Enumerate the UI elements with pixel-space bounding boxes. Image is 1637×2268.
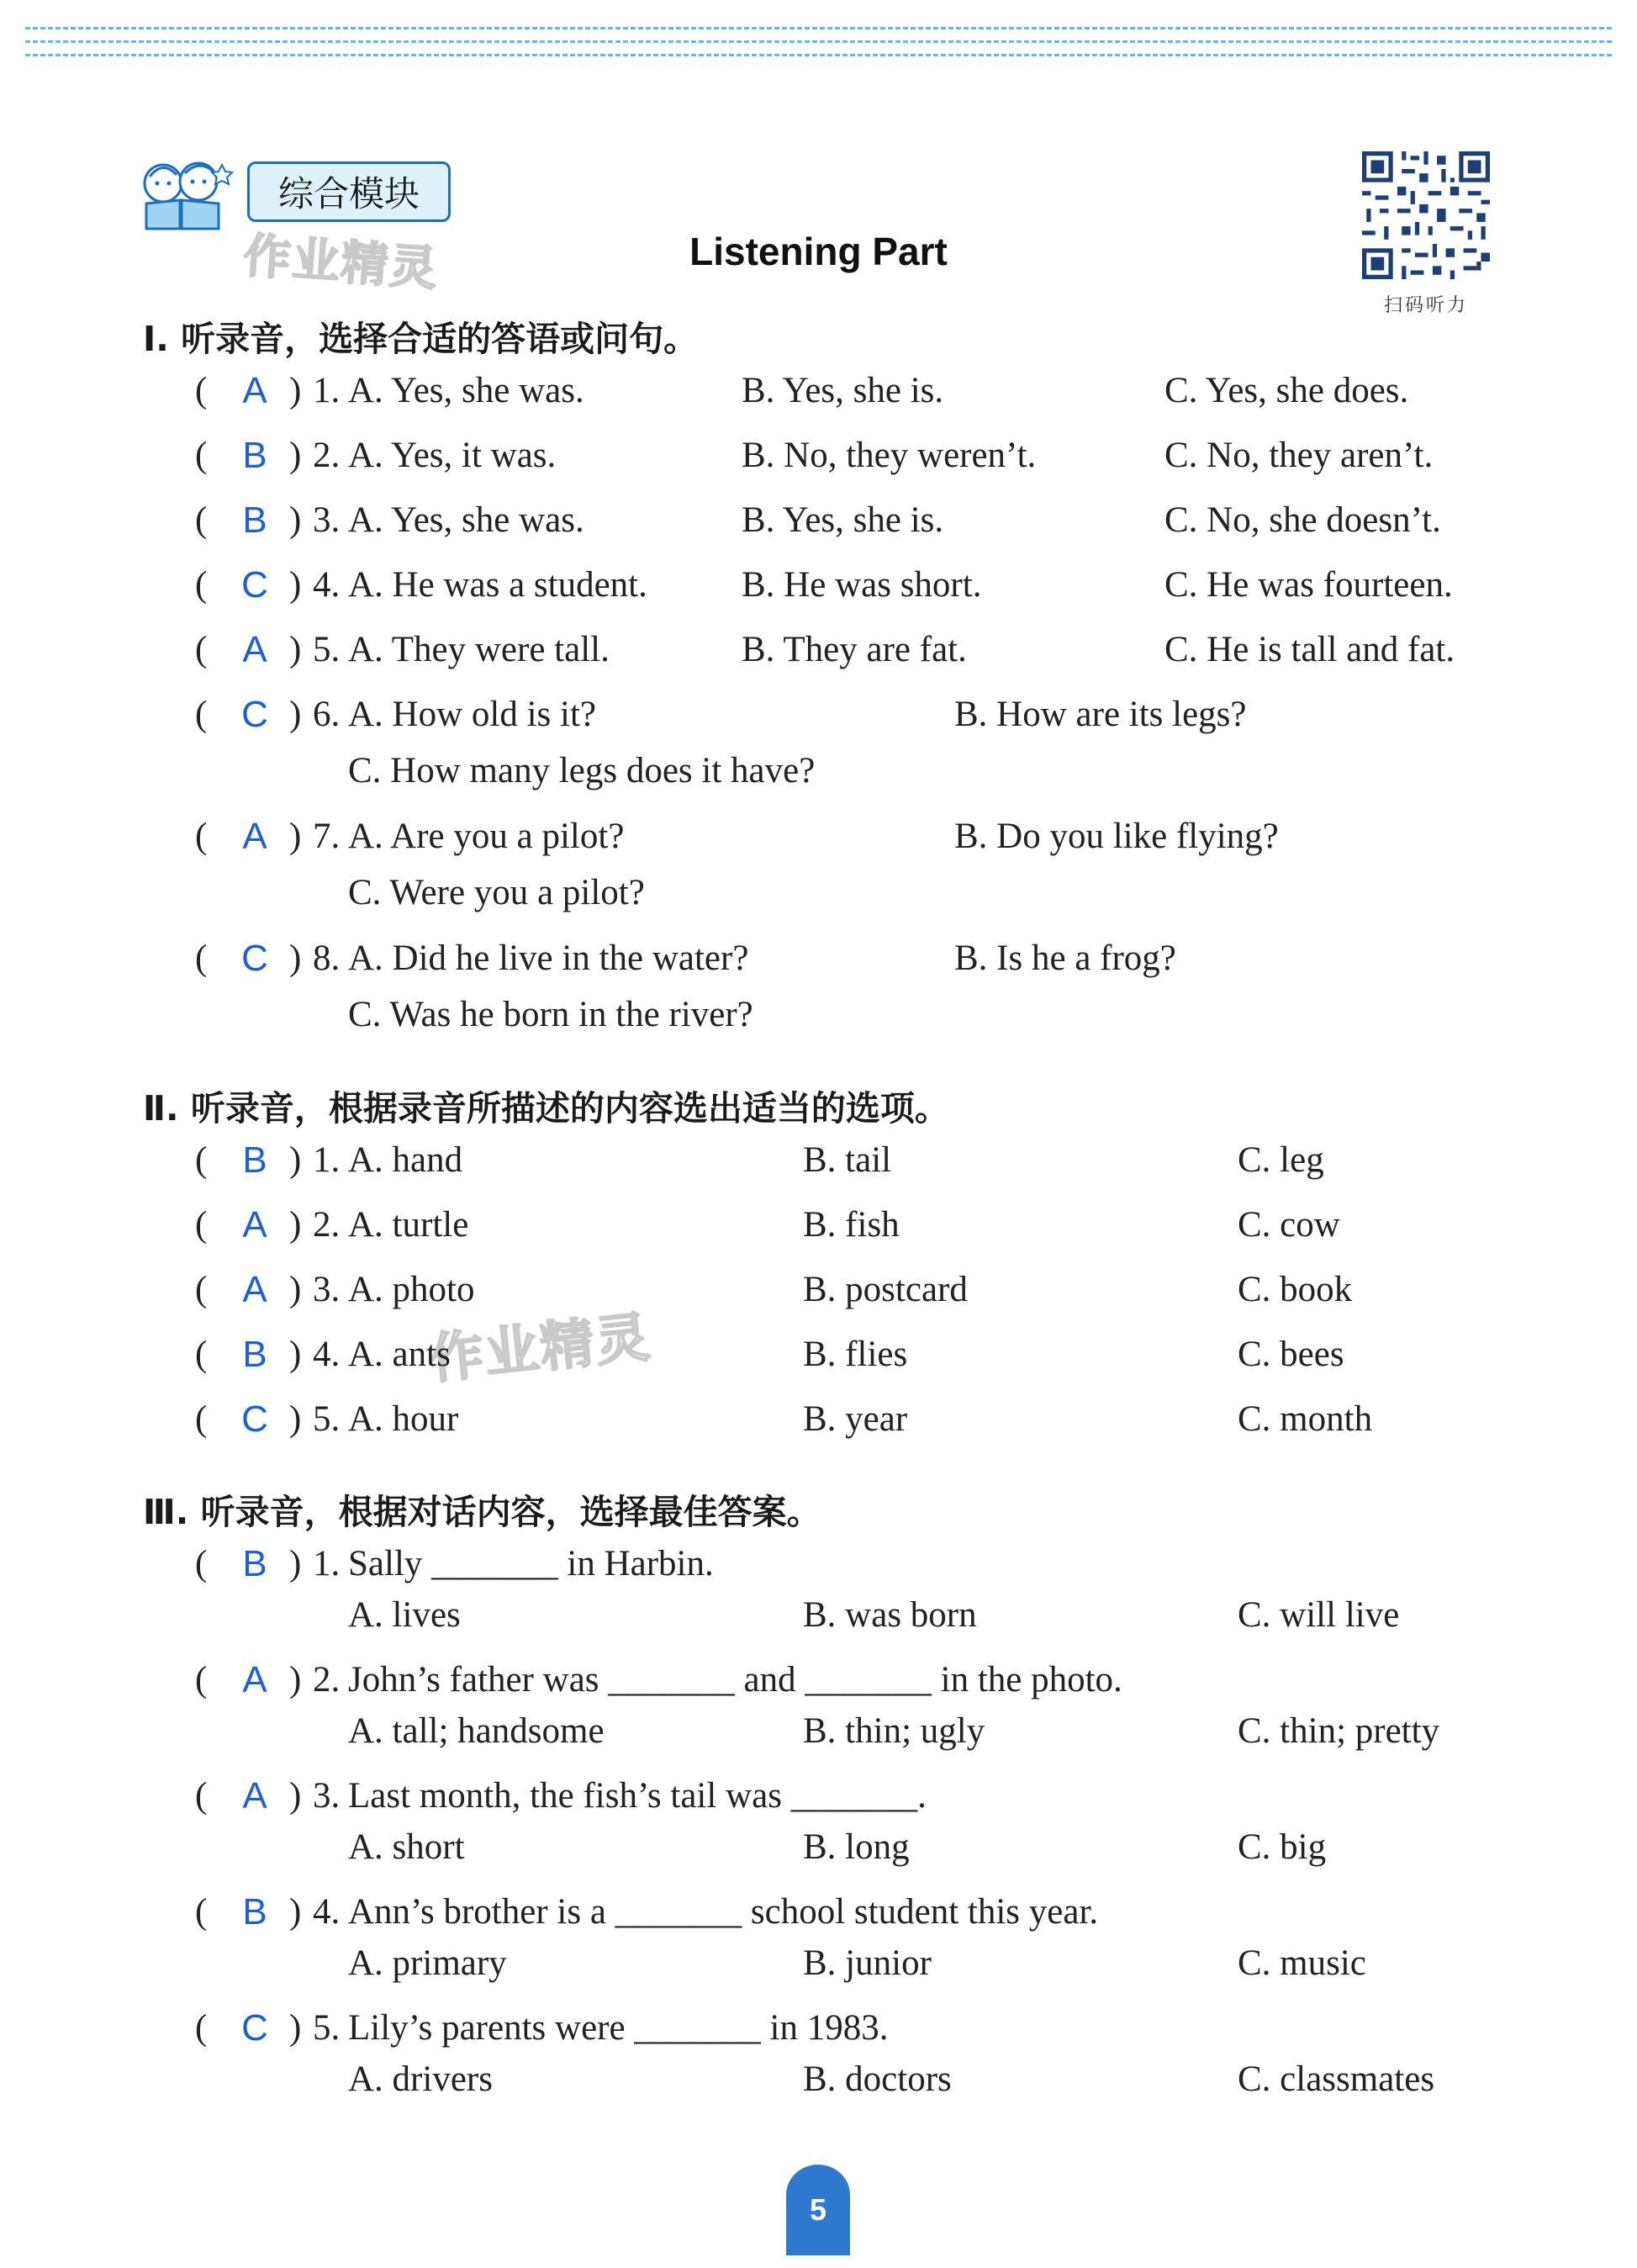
option-c: C. He was fourteen. [1164,565,1453,605]
option-a: A. ants [348,1335,451,1374]
option-a: A. Yes, it was. [348,436,557,475]
qr-code-icon[interactable] [1362,151,1490,279]
option-b: B. long [803,1827,910,1867]
option-c: C. bees [1238,1335,1344,1374]
option-b: B. fish [803,1205,900,1245]
question-number: 3. [313,1270,341,1309]
option-c: C. How many legs does it have? [348,751,816,790]
question-number: 2. [313,436,341,475]
option-a: A. photo [348,1270,475,1309]
answer-letter: A [242,1775,267,1816]
paren-open: ( [195,1270,208,1309]
option-b: B. He was short. [742,565,982,605]
paren-open: ( [195,817,208,856]
option-c: C. No, she doesn’t. [1164,500,1441,540]
answer-letter: A [242,816,267,857]
option-c: C. music [1238,1943,1366,1983]
dashed-line [25,40,1612,43]
option-c: C. He is tall and fat. [1164,630,1455,669]
question-number: 1. [313,1140,341,1180]
answer-letter: B [242,1139,267,1181]
option-a: A. They were tall. [348,630,610,669]
option-a: A. short [348,1827,465,1867]
paren-close: ) [289,1399,302,1439]
paren-open: ( [195,1205,208,1245]
question-number: 3. [313,1776,341,1816]
answer-letter: B [242,1543,267,1584]
paren-close: ) [289,2008,302,2048]
kids-reading-icon [135,158,246,230]
answer-letter: C [241,1398,268,1440]
option-b: B. year [803,1399,908,1439]
paren-open: ( [195,500,208,540]
top-dashed-border [25,24,1612,61]
option-b: B. Yes, she is. [742,500,944,540]
page-number-badge [786,2165,850,2255]
option-b: B. thin; ugly [803,1711,985,1751]
paren-open: ( [195,630,208,669]
watermark: 作业精灵 [426,1306,654,1392]
answer-letter: A [242,629,267,670]
question-number: 3. [313,500,341,540]
paren-close: ) [289,1335,302,1374]
dashed-line [25,27,1612,29]
option-b: B. flies [803,1335,908,1374]
paren-open: ( [195,1140,208,1180]
question-stem: Lily’s parents were _______ in 1983. [348,2008,889,2048]
option-c: C. No, they aren’t. [1164,436,1434,475]
paren-close: ) [289,938,302,978]
option-b: B. Is he a frog? [954,938,1176,978]
option-a: A. drivers [348,2059,493,2099]
section-heading: Ⅲ. 听录音，根据对话内容，选择最佳答案。 [143,1492,821,1532]
option-b: B. postcard [803,1270,968,1309]
paren-open: ( [195,436,208,475]
option-c: C. book [1238,1270,1353,1309]
option-c: C. will live [1238,1595,1400,1635]
paren-open: ( [195,1335,208,1374]
option-a: A. Are you a pilot? [348,817,625,856]
option-b: B. Do you like flying? [954,817,1279,856]
question-number: 6. [313,695,341,734]
module-label: 综合模块 [247,161,451,222]
option-c: C. classmates [1238,2059,1435,2099]
paren-close: ) [289,436,302,475]
question-number: 4. [313,1892,341,1932]
option-a: A. How old is it? [348,695,597,734]
option-c: C. Were you a pilot? [348,873,645,912]
paren-close: ) [289,630,302,669]
question-number: 5. [313,1399,341,1439]
section-heading: Ⅱ. 听录音，根据录音所描述的内容选出适当的选项。 [143,1088,949,1129]
page-number: 5 [809,2192,827,2227]
option-a: A. tall; handsome [348,1711,605,1751]
answer-letter: B [242,1891,267,1932]
section-heading: Ⅰ. 听录音，选择合适的答语或问句。 [143,319,699,359]
paren-open: ( [195,1544,208,1583]
paren-open: ( [195,1660,208,1700]
paren-open: ( [195,1399,208,1439]
option-a: A. Yes, she was. [348,371,584,410]
question-number: 8. [313,938,341,978]
option-a: A. Yes, she was. [348,500,584,540]
option-a: A. turtle [348,1205,469,1245]
option-c: C. thin; pretty [1238,1711,1440,1751]
question-stem: Sally _______ in Harbin. [348,1544,714,1583]
question-number: 1. [313,371,341,410]
option-c: C. leg [1238,1140,1324,1180]
question-number: 5. [313,630,341,669]
question-number: 2. [313,1205,341,1245]
paren-close: ) [289,565,302,605]
answer-letter: A [242,1659,267,1700]
option-a: A. primary [348,1943,507,1983]
option-b: B. Yes, she is. [742,371,944,410]
question-number: 2. [313,1660,341,1700]
dashed-line [25,54,1612,56]
answer-letter: A [242,1269,267,1310]
paren-open: ( [195,1892,208,1932]
answer-letter: B [242,500,267,541]
option-b: B. tail [803,1140,892,1180]
paren-open: ( [195,938,208,978]
option-c: C. Yes, she does. [1164,371,1409,410]
answer-letter: C [241,2007,268,2049]
option-b: B. They are fat. [742,630,967,669]
watermark: 作业精灵 [241,228,441,298]
question-number: 5. [313,2008,341,2048]
paren-close: ) [289,1270,302,1309]
paren-open: ( [195,2008,208,2048]
paren-close: ) [289,1205,302,1245]
question-number: 4. [313,565,341,605]
option-c: C. Was he born in the river? [348,995,753,1034]
option-a: A. hour [348,1399,459,1439]
paren-close: ) [289,1776,302,1816]
question-number: 1. [313,1544,341,1583]
paren-close: ) [289,1544,302,1583]
paren-close: ) [289,500,302,540]
answer-letter: A [242,1204,267,1245]
option-a: A. He was a student. [348,565,647,605]
paren-close: ) [289,1660,302,1700]
paren-close: ) [289,817,302,856]
paren-open: ( [195,371,208,410]
option-b: B. was born [803,1595,977,1635]
answer-letter: C [241,694,268,735]
paren-close: ) [289,1892,302,1932]
paren-open: ( [195,565,208,605]
answer-letter: C [241,938,268,979]
question-number: 4. [313,1335,341,1374]
question-stem: Ann’s brother is a _______ school student this year. [348,1892,1099,1932]
option-b: B. junior [803,1943,932,1983]
paren-close: ) [289,695,302,734]
paren-close: ) [289,1140,302,1180]
question-stem: John’s father was _______ and _______ in the photo. [348,1660,1122,1700]
part-title: Listening Part [689,230,948,273]
answer-letter: B [242,435,267,476]
option-b: B. doctors [803,2059,952,2099]
answer-letter: C [241,564,268,605]
paren-open: ( [195,695,208,734]
option-a: A. hand [348,1140,463,1180]
option-a: A. lives [348,1595,461,1635]
option-c: C. cow [1238,1205,1340,1245]
question-number: 7. [313,817,341,856]
option-b: B. No, they weren’t. [742,436,1037,475]
paren-close: ) [289,371,302,410]
option-b: B. How are its legs? [954,695,1247,734]
question-stem: Last month, the fish’s tail was _______. [348,1776,927,1816]
answer-letter: B [242,1334,267,1375]
qr-caption: 扫码听力 [1383,295,1468,316]
paren-open: ( [195,1776,208,1816]
option-c: C. big [1238,1827,1327,1867]
answer-letter: A [242,370,267,411]
option-a: A. Did he live in the water? [348,938,749,978]
option-c: C. month [1238,1399,1373,1439]
